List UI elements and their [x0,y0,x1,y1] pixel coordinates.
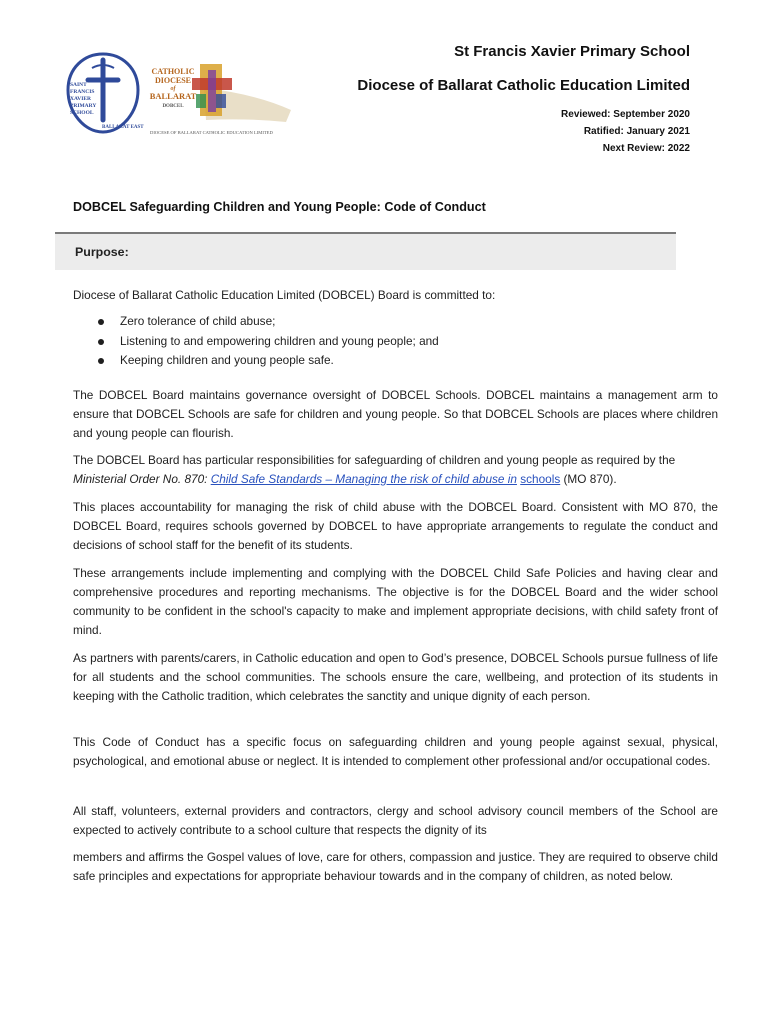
paragraph-responsibilities [73,451,718,489]
commitment-list [93,312,439,371]
p2-text-before: The DOBCEL Board has particular responsibilities for safeguarding of children and young people as required by the [73,453,676,467]
school-name: St Francis Xavier Primary School [454,43,690,60]
ministerial-order-label: Ministerial Order No. 870: [73,472,208,486]
school-logo-line-4: PRIMARY [70,103,97,109]
p2-text-after: (MO 870). [560,472,617,486]
paragraph-governance: The DOBCEL Board maintains governance oversight of DOBCEL Schools. DOBCEL maintains a management arm to ensure that DOBCEL Schools are safe for children and young people. So that DOBCEL Schools are places where children and young people can flourish. [73,388,718,440]
ratified-date: Ratified: January 2021 [583,126,690,137]
intro-paragraph: Diocese of Ballarat Catholic Education Limited (DOBCEL) Board is committed to: [73,288,496,302]
paragraph-focus: This Code of Conduct has a specific focus on safeguarding children and young people against sexual, physical, psychological, and emotional abuse or neglect. It is intended to complement other professional and/or occupational codes. [73,735,718,768]
purpose-section-header [55,232,676,270]
paragraph-partners: As partners with parents/carers, in Catholic education and open to God’s presence, DOBCEL Schools pursue fullness of life for all students and the school communities. The schools ensure the care, wellbeing, and protection of its students in keeping with the Catholic tradition, which celebrates the sanctity and unique dignity of each person. [73,651,718,703]
dobcel-logo [146,60,311,138]
list-item: Zero tolerance of child abuse; [93,312,439,332]
review-dates [561,106,690,157]
schools-link[interactable]: schools [520,472,561,486]
next-review-date: Next Review: 2022 [602,143,690,154]
list-item: Listening to and empowering children and young people; and [93,332,439,352]
school-crest-logo [62,50,144,136]
diocese-logo-line-4: BALLARAT [149,91,197,101]
diocese-logo-line-5: DOBCEL [162,104,184,109]
paragraph-accountability: This places accountability for managing the risk of child abuse with the DOBCEL Board. Consistent with MO 870, the DOBCEL Board, requires schools governed by DOBCEL to have appropriate arrangements to regulate the conduct and decisions of school staff for the benefit of its students. [73,500,718,552]
diocese-logo-line-1: CATHOLIC [151,67,195,76]
paragraph-staff: All staff, volunteers, external providers and contractors, clergy and school advisory council members of the School are expected to actively contribute to a school culture that respects the dignity of its [73,804,718,837]
document-title: DOBCEL Safeguarding Children and Young People: Code of Conduct [73,200,486,214]
paragraph-gospel-values: members and affirms the Gospel values of love, care for others, compassion and justice. They are required to observe child safe principles and expectations for appropriate behaviour towards and in the company of children, as noted below. [73,850,718,883]
paragraph-arrangements: These arrangements include implementing and complying with the DOBCEL Child Safe Policies and having clear and comprehensive procedures and reporting mechanisms. The objective is for the DOBCEL Board and the wider school community to be confident in the school's capacity to make and implement appropriate decisions, with child safety front of mind. [73,566,718,637]
organisation-name: Diocese of Ballarat Catholic Education Limited [357,77,690,94]
reviewed-date: Reviewed: September 2020 [561,109,690,120]
school-logo-line-2: FRANCIS [70,89,95,95]
school-logo-line-5: SCHOOL [70,110,94,116]
school-logo-line-1: SAINT [70,82,87,88]
diocese-logo-line-3: of [170,86,176,92]
child-safe-standards-link[interactable]: Child Safe Standards – Managing the risk of child abuse in [210,472,517,486]
diocese-logo-line-2: DIOCESE [154,76,192,85]
list-item: Keeping children and young people safe. [93,351,439,371]
school-logo-line-3: XAVIER [70,96,91,102]
school-logo-line-6: BALLARAT EAST [102,125,144,130]
purpose-heading: Purpose: [75,245,129,259]
diocese-logo-caption: DIOCESE OF BALLARAT CATHOLIC EDUCATION LIMITED [150,130,273,135]
